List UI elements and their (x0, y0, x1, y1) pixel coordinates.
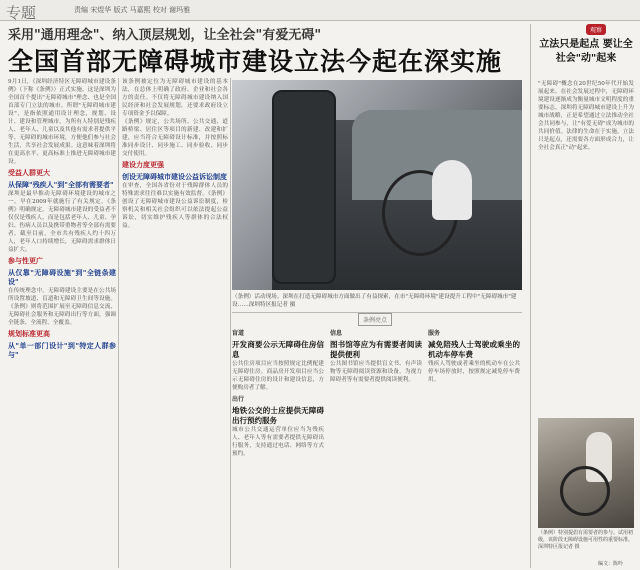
body-text: 在传统理念中，无障碍建设主要是在公共场所设置坡道、盲道和无障碍卫生间等设施。《条例》则将范围扩展至无障碍信息交流、无障碍社会服务和无障碍出行等方面，强调全链条、全流程、全覆盖。 (8, 288, 116, 326)
sidebar-divider (530, 24, 531, 568)
page-header-bar (0, 0, 640, 21)
brief-label: 出行 (232, 396, 245, 403)
brief-text: 公共图书馆应当提供盲文书、有声读物等无障碍阅读资源和设备，为视力障碍者等有需要者提供阅读便利。 (330, 361, 422, 383)
brief-headline: 图书馆等应为有需要者阅读提供便利 (330, 340, 422, 359)
subhead-3b: 从"单一部门设计"到"特定人群参与" (8, 342, 116, 359)
subhead-1b: 从保障"残疾人"到"全部有需要者" (8, 181, 114, 189)
briefs-column-1 (232, 326, 324, 568)
sidebar-title: 立法只是起点 要让全社会"动"起来 (539, 39, 633, 64)
body-text: 在审查，全国各省份对于残障群体人员的特殊需求往往难以实施有效监督。《条例》创设了无障碍城市建设公益诉讼制度，检察机关和相关社会组织可以依法提起公益诉讼，切实维护残疾人等群体的合法权益。 (122, 183, 228, 229)
brief-text: 公共住房项目应当按照规定比例配建无障碍住房。商品房开发项目应当公示无障碍住房的设计和建设信息，方便购房者了解。 (232, 361, 324, 391)
brief-headline: 地铁公交的士应提供无障碍出行预约服务 (232, 406, 324, 425)
brief-label: 信息 (330, 330, 343, 337)
sidebar-photo-caption: （条例）特别提倡有需要者的参与。试用初级，该阶段无障碍设施可用性的重要标准。深圳特区报记者 摄 (538, 530, 634, 550)
person-figure (432, 160, 472, 220)
column-2 (122, 78, 228, 568)
sidebar-body: "无障碍"概念在20世纪50年代开始发展起来。在社会发展过程中，无障碍环境建设逐渐成为衡量城市文明程度的重要标志。深圳将无障碍城市建设上升为城市战略，正是希望通过立法推动全社会共同参与，让"有爱无碍"成为城市的共同价值。法律的生命在于实施，立法只是起点，还需要各方面形成合力，让全社会真正"动"起来。 (538, 81, 634, 151)
subhead-2b: 从仅靠"无障碍设施"到"全链条建设" (8, 269, 116, 286)
subhead-1a: 受益人群更大 (8, 169, 50, 177)
briefs-column-2 (330, 326, 422, 568)
editor-credits: 责编 宋煜华 版式 马嘉熙 校对 谢玛雅 (74, 6, 191, 14)
photo-caption: （条例）活动现场。深圳在打造无障碍城市方面做出了有益探索，在市"无障碍环境"建设提升工程中"无障碍城市"建设……深圳特区报记者 摄 (232, 294, 517, 308)
subhead-3a: 规划标准更高 (8, 330, 50, 338)
brief-text: 残疾人驾驶或者乘坐的机动车在公共停车场停放时，按照规定减免停车费用。 (428, 361, 520, 383)
byline: 编文：陈吟 (598, 561, 624, 567)
body-text: 《条例》规定，公共场所、公共交通、道路桥梁、居住区等项目的新建、改建和扩建，应当符合无障碍设计标准，并按照标准同步设计、同步施工、同步验收、同步交付使用。 (122, 119, 228, 157)
column-divider (118, 78, 119, 568)
headline: 全国首部无障碍城市建设立法今起在深实施 (8, 47, 503, 76)
body-text: 该条例被定位为无障碍城市建设的基本法，在总体上明确了政府、企业和社会各方的责任。不仅将无障碍城市建设纳入国民经济和社会发展规划，还要求政府设立专项资金予以保障。 (122, 79, 228, 117)
briefs-label: 条例亮点 (358, 313, 392, 326)
briefs-column-3 (428, 326, 520, 568)
column-1 (8, 78, 116, 568)
column-divider (230, 78, 231, 568)
body-text: 深圳是最早推动无障碍环境建设的城市之一。早在2009年就施行了有关规定。《条例》明确规定，无障碍城市建设的受益者不仅仅是残疾人，而是包括老年人、儿童、孕妇、伤病人员以及携带重物者等全部有需要者。截至目前，全市共有残疾人约十四万人，老年人口持续增长，无障碍需求群体日益扩大。 (8, 191, 116, 253)
sidebar-photo (538, 418, 634, 528)
subhead-4a: 建设力度更强 (122, 161, 164, 169)
sidebar-tag: 观察 (586, 24, 606, 35)
brief-headline: 开发商要公示无障碍住房信息 (232, 340, 324, 359)
subhead-2a: 参与性更广 (8, 257, 43, 265)
main-photo (232, 80, 522, 290)
wheelchair-icon (560, 466, 610, 516)
brief-label: 盲道 (232, 330, 245, 337)
brief-text: 城市公共交通运营单位应当为残疾人、老年人等有需要者提供无障碍出行服务，支持通过电话、网络等方式预约。 (232, 427, 324, 457)
subhead-4b: 创设无障碍城市建设公益诉讼制度 (122, 173, 227, 181)
brief-label: 服务 (428, 330, 441, 337)
lead-paragraph: 9月1日，《深圳经济特区无障碍城市建设条例》（下称《条例》）正式实施。这是深圳为全国首个提出"无障碍城市"理念、也是全国首部专门立法的城市。所谓"无障碍城市建设"，是指依照通用设计理念，规划、设计、建设和管理城市，为所有人特别是残疾人、老年人、儿童以及其他有需求者提供平等、无障碍的城市环境，方便他们参与社会生活，共享社会发展成果。这意味着深圳将在更高水平、更高标准上推进无障碍城市建设。 (8, 79, 116, 165)
section-label: 专题 (6, 4, 37, 22)
kicker: 采用"通用理念"、纳入顶层规划，让全社会"有爱无碍" (8, 28, 322, 43)
brief-headline: 减免陪残人士驾驶或乘坐的机动车停车费 (428, 340, 520, 359)
car-door-shape (272, 90, 336, 284)
